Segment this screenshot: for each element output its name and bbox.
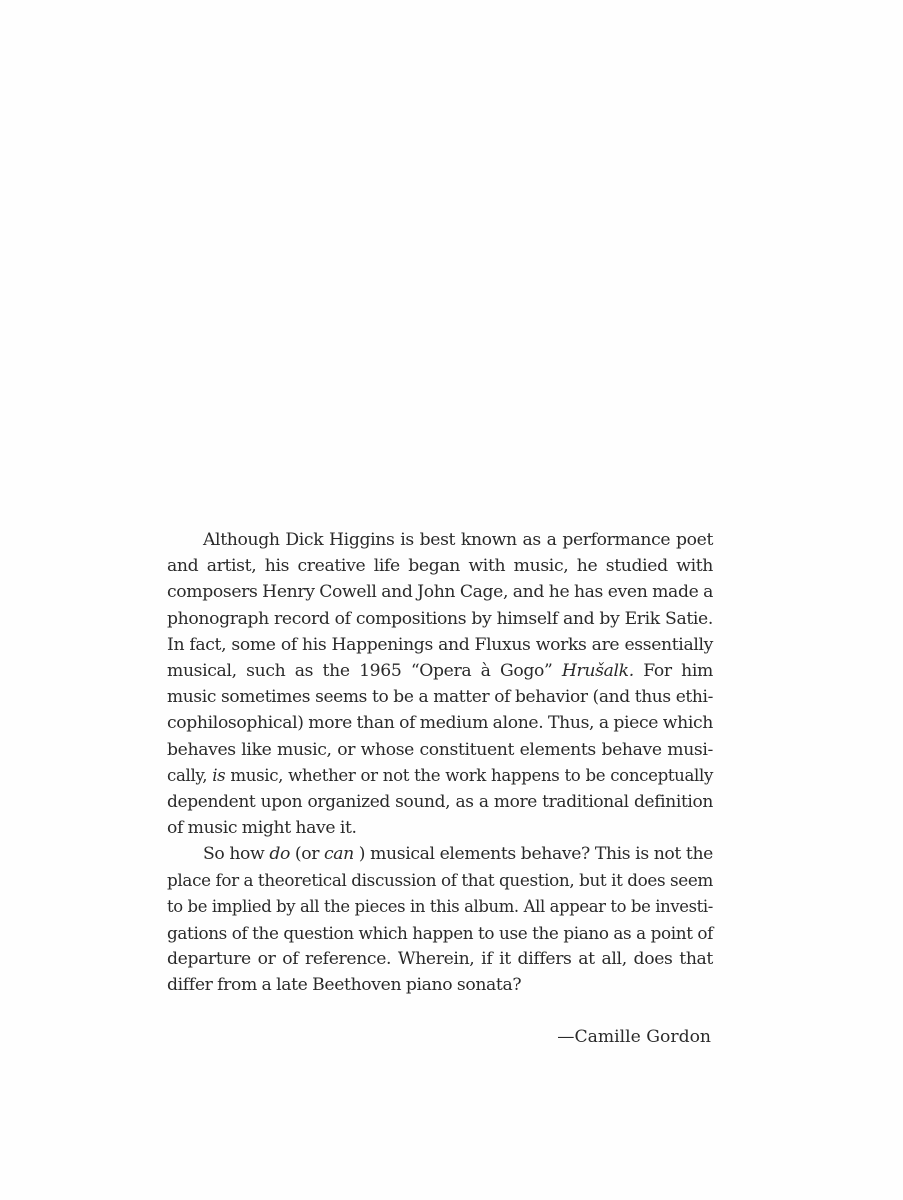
paragraph-1-line-8 [167,710,713,736]
line-text: cophilosophical) more than of medium alone. Thus, a piece which [167,713,713,734]
paragraph-2-line-3 [167,894,713,920]
line-text [167,661,713,681]
paragraph-1-line-11 [167,789,713,815]
italic-title: Hrušalk. [561,660,634,681]
italic-emphasis: do [269,844,290,865]
line-text: to be implied by all the pieces in this album. All appear to be investi- [167,896,713,916]
line-text-part: So how [203,844,270,865]
line-text [203,844,713,864]
italic-emphasis: is [212,765,226,785]
paragraph-1-line-6 [167,658,713,684]
line-text: place for a theoretical discussion of that question, but it does seem [167,870,713,891]
line-text: and artist, his creative life began with music, he studied with [167,556,713,577]
paragraph-1-line-4 [167,606,713,632]
paragraph-1-line-7 [167,684,713,710]
line-text: composers Henry Cowell and John Cage, and he has even made a [167,582,713,603]
essay-body [167,527,713,998]
paragraph-1-line-3 [167,579,713,605]
italic-emphasis: can [324,844,354,865]
line-text-part: cally, [167,765,213,785]
paragraph-1-line-5 [167,632,713,658]
author-signature: —Camille Gordon [557,1027,711,1047]
paragraph-2-line-2 [167,867,713,893]
paragraph-1-line-9 [167,737,713,763]
paragraph-1-line-1 [167,527,713,553]
paragraph-2-line-1 [167,841,713,867]
line-text: departure or of reference. Wherein, if it differs at all, does that [167,949,713,969]
paragraph-1-line-10 [167,763,713,789]
line-text-part: music, whether or not the work happens to be conceptually [225,765,713,785]
line-text: music sometimes seems to be a matter of behavior (and thus ethi- [167,687,713,708]
line-text: phonograph record of compositions by himself and by Erik Satie. [167,608,713,629]
line-text [167,766,713,785]
paragraph-2-line-6 [167,972,713,998]
line-text-part: musical, such as the 1965 “Opera à Gogo” [167,660,562,681]
line-text: behaves like music, or whose constituent elements behave musi- [167,739,713,760]
line-text: In fact, some of his Happenings and Fluxus works are essentially [167,634,713,655]
line-text-part: (or [289,844,324,865]
paragraph-2-line-5 [167,946,713,972]
paragraph-1-line-2 [167,553,713,579]
line-text: Although Dick Higgins is best known as a performance poet [203,530,713,550]
line-text: gations of the question which happen to use the piano as a point of [167,922,713,943]
line-text: of music might have it. [167,818,357,839]
paragraph-1-line-12 [167,815,713,841]
line-text-part: For him [633,660,713,681]
line-text: differ from a late Beethoven piano sonata? [167,975,522,996]
line-text: dependent upon organized sound, as a more traditional definition [167,791,713,812]
paragraph-2-line-4 [167,920,713,946]
line-text-part: ) musical elements behave? This is not the [353,844,713,865]
